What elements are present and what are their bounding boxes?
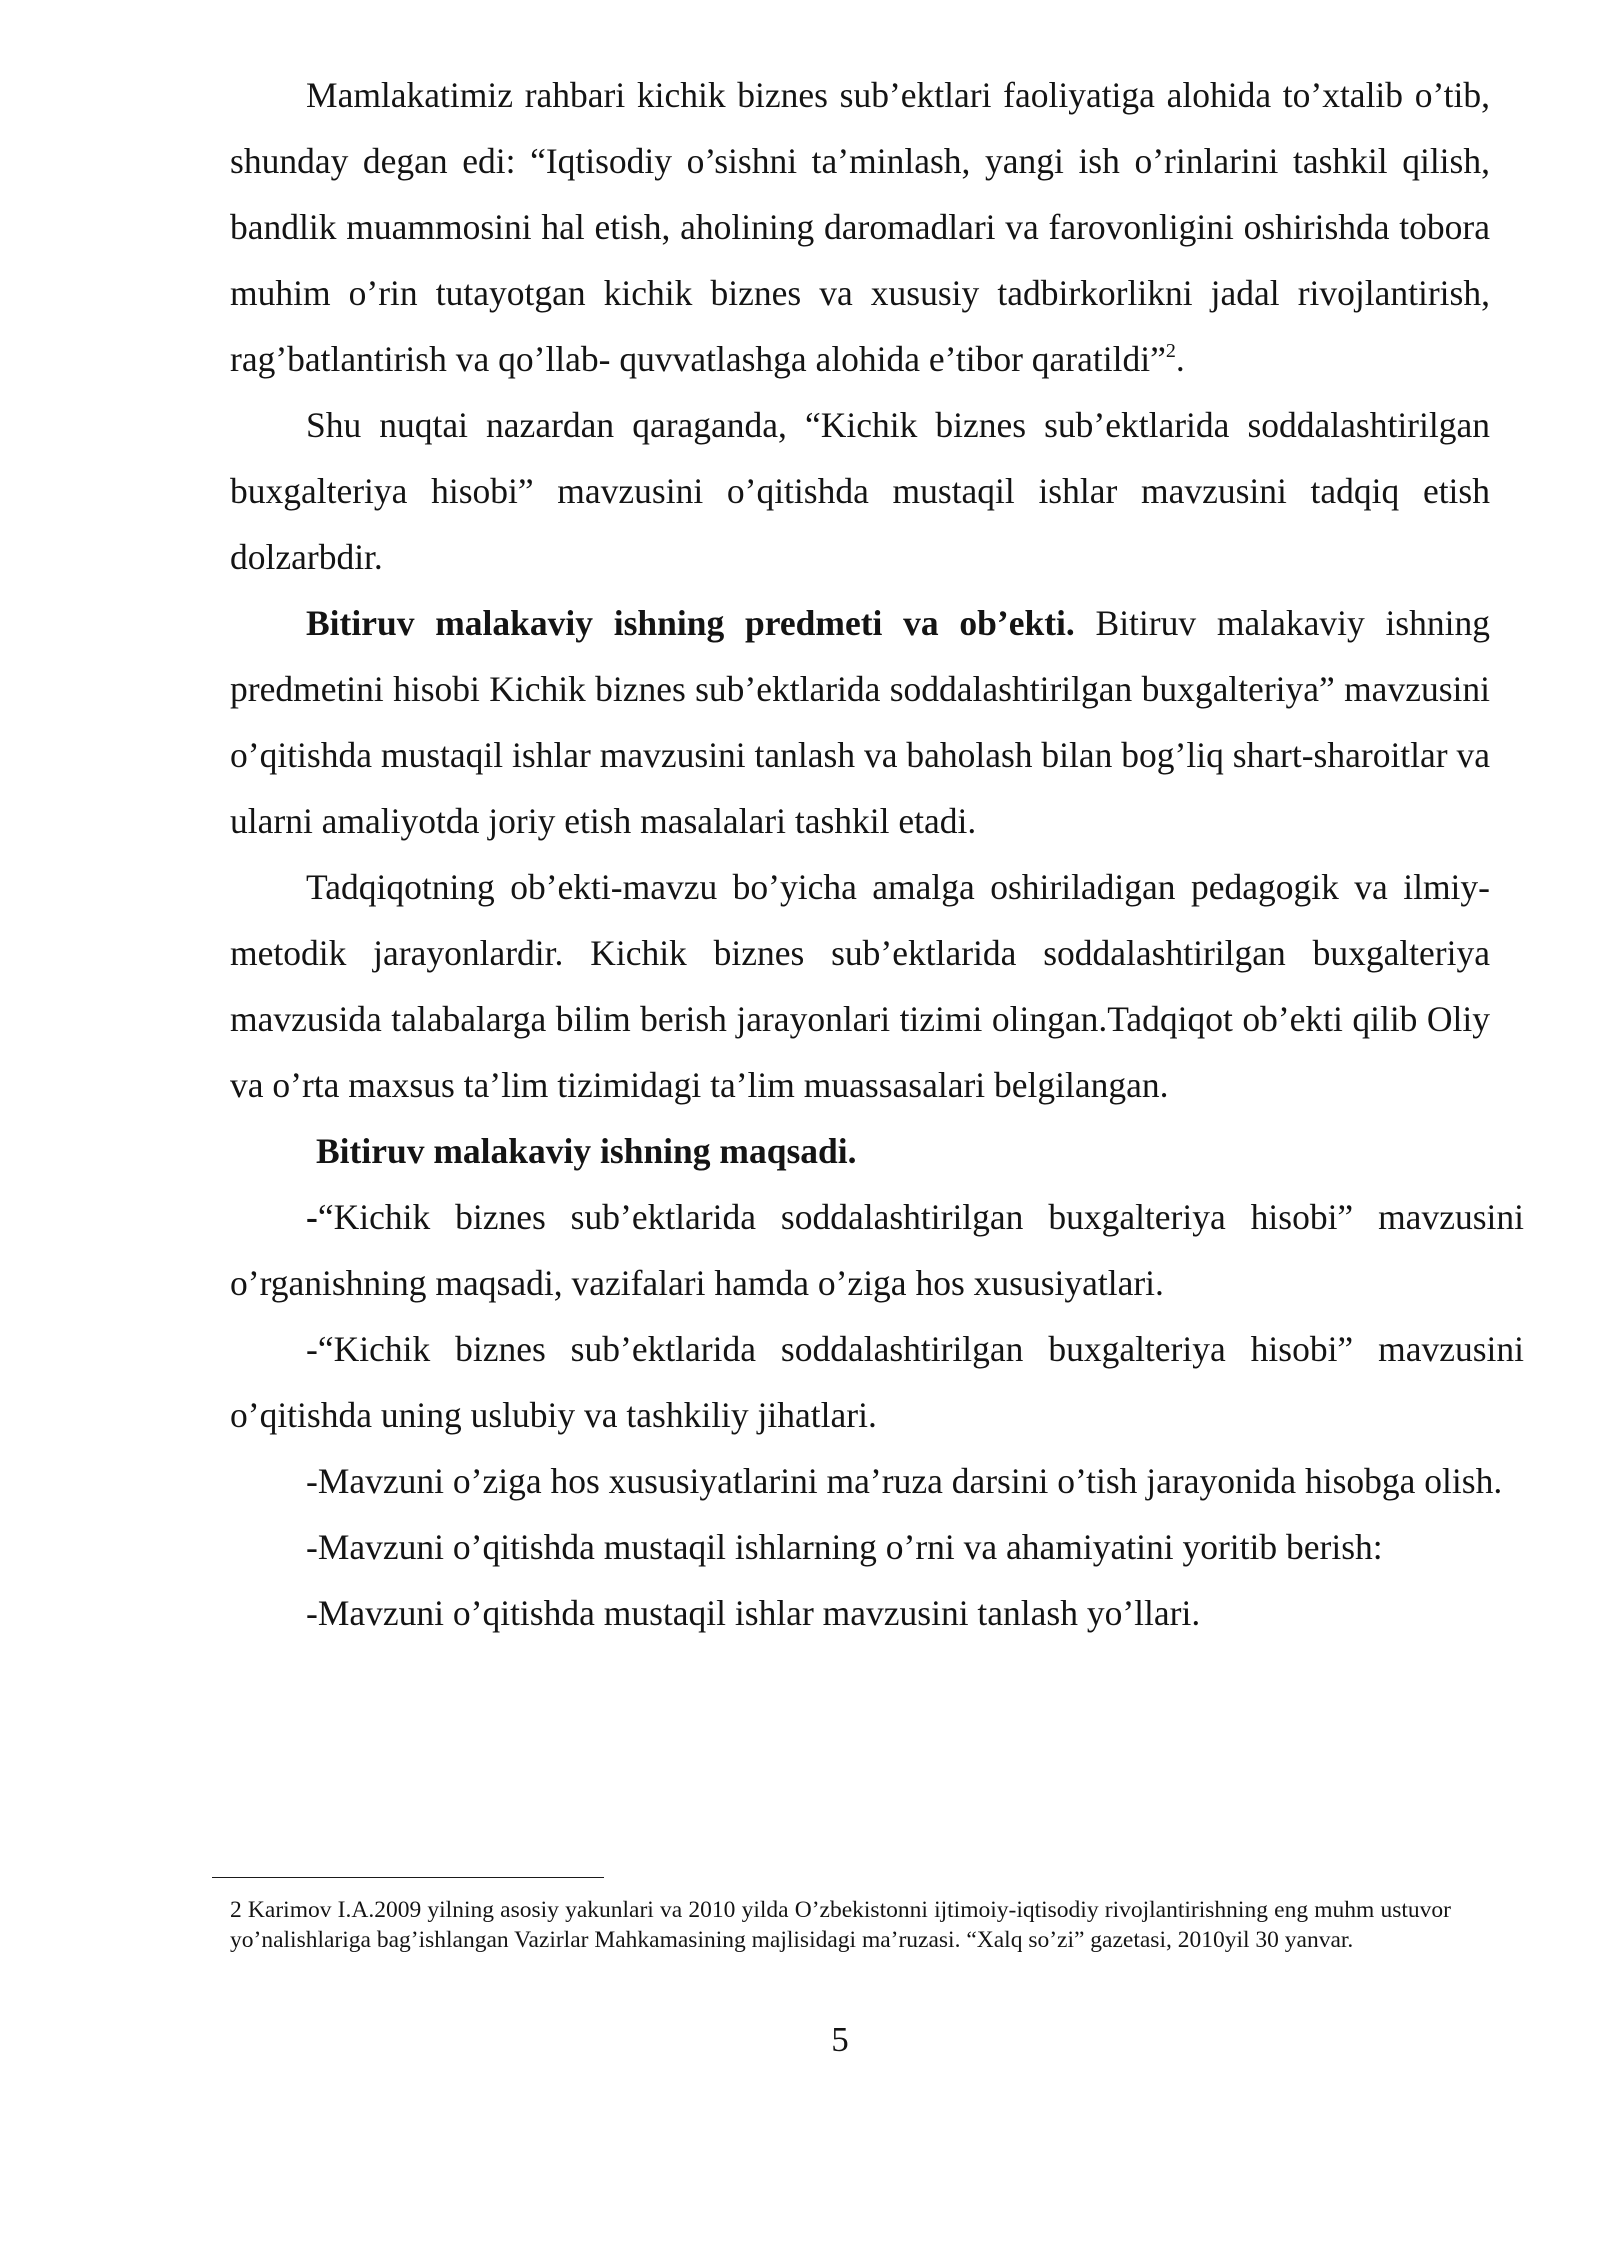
body-text [230, 62, 1524, 1646]
goal-item-1-text: “Kichik biznes sub’ektlarida soddalashtirilgan buxgalteriya hisobi” mavzusini o’rganishning maqsadi, vazifalari hamda o’ziga hos xususiyatlari. [230, 1197, 1524, 1303]
goal-item-3: -Mavzuni o’ziga hos xususiyatlarini ma’ruza darsini o’tish jarayonida hisobga olish. [306, 1461, 1503, 1501]
goal-item-1-dash: - [306, 1197, 318, 1237]
goal-item-2: -“Kichik biznes sub’ektlarida soddalashtirilgan buxgalteriya hisobi” mavzusini o’qitishda uning uslubiy va tashkiliy jihatlari. [230, 1329, 1524, 1435]
goal-item-5: -Mavzuni o’qitishda mustaqil ishlar mavzusini tanlash yo’llari. [306, 1593, 1201, 1633]
footnote-text: Karimov I.A.2009 yilning asosiy yakunlari va 2010 yilda O’zbekistonni ijtimoiy-iqtisodiy rivojlantirishning eng muhm ustuvor yo’nalishlariga bag’ishlangan Vazirlar Mahkamasining majlisidagi ma’ruzasi. “Xalq so’zi” gazetasi, 2010yil 30 yanvar. [230, 1897, 1451, 1953]
paragraph-1 [230, 62, 1490, 392]
footnote-number: 2 [230, 1897, 242, 1923]
goal-item-1 [230, 1184, 1524, 1316]
paragraph-1-end: . [1175, 339, 1185, 379]
paragraph-3 [230, 590, 1490, 854]
footnote-reference[interactable]: 2 [1165, 340, 1176, 362]
paragraph-1-text: Mamlakatimiz rahbari kichik biznes sub’ektlari faoliyatiga alohida to’xtalib o’tib, shunday degan edi: “Iqtisodiy o’sishni ta’minlash, yangi ish o’rinlarini tashkil qilish, bandlik muammosini hal etish, aholining daromadlari va farovonligini oshirishda tobora muhim o’rin tutayotgan kichik biznes va xususiy tadbirkorlikni jadal rivojlantirish, rag’batlantirish va qo’llab- quvvatlashga alohida e’tibor qaratildi” [230, 75, 1490, 379]
paragraph-2: Shu nuqtai nazardan qaraganda, “Kichik biznes sub’ektlarida soddalashtirilgan buxgalteriya hisobi” mavzusini o’qitishda mustaqil ishlar mavzusini tadqiq etish dolzarbdir. [230, 405, 1490, 577]
goal-item-4: -Mavzuni o’qitishda mustaqil ishlarning o’rni va ahamiyatini yoritib berish: [306, 1527, 1383, 1567]
paragraph-3-text: Bitiruv malakaviy ishning predmetini hisobi Kichik biznes sub’ektlarida soddalashtirilgan buxgalteriya” mavzusini o’qitishda mustaqil ishlar mavzusini tanlash va baholash bilan bog’liq shart-sharoitlar va ularni amaliyotda joriy etish masalalari tashkil etadi. [230, 603, 1490, 841]
page-number: 5 [831, 2020, 849, 2059]
footnote [230, 1895, 1451, 1955]
section-heading-goal: Bitiruv malakaviy ishning maqsadi. [316, 1131, 857, 1171]
paragraph-4: Tadqiqotning ob’ekti-mavzu bo’yicha amalga oshiriladigan pedagogik va ilmiy-metodik jarayonlardir. Kichik biznes sub’ektlarida soddalashtirilgan buxgalteriya mavzusida talabalarga bilim berish jarayonlari tizimi olingan.Tadqiqot ob’ekti qilib Oliy va o’rta maxsus ta’lim tizimidagi ta’lim muassasalari belgilangan. [230, 867, 1490, 1105]
section-heading-subject: Bitiruv malakaviy ishning predmeti va ob’ekti. [306, 603, 1075, 643]
footnote-divider [212, 1877, 604, 1878]
